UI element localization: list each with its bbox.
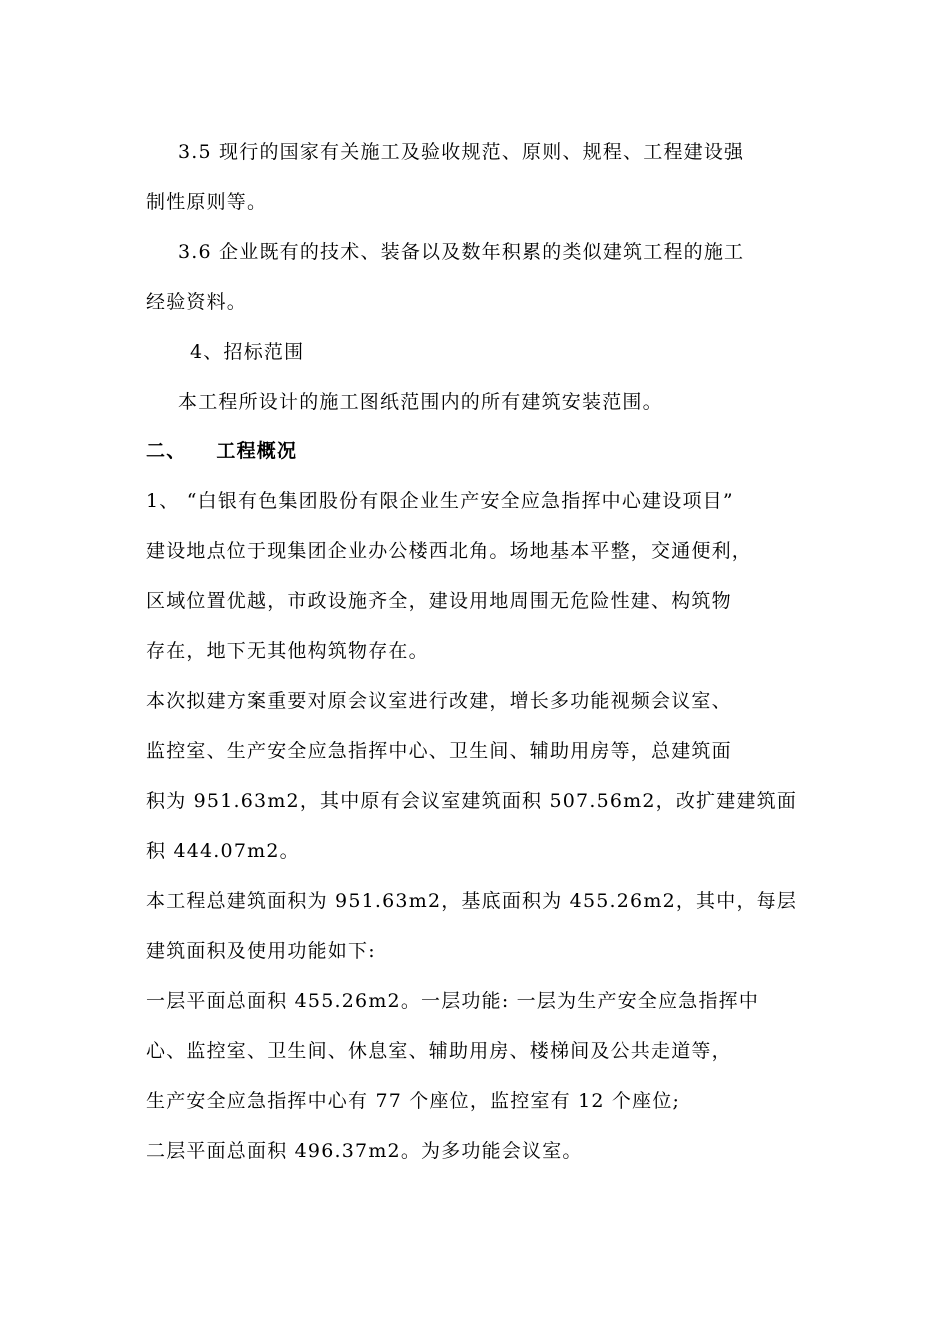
subheading-bid-scope: 4、招标范围 <box>190 341 305 363</box>
paragraph-3-6-line-1: 3.6 企业既有的技术、装备以及数年积累的类似建筑工程的施工 <box>178 241 745 263</box>
paragraph-3-6-line-2: 经验资料。 <box>146 291 248 313</box>
paragraph-floor1-line-1: 一层平面总面积 455.26m2。一层功能: 一层为生产安全应急指挥中 <box>146 990 760 1012</box>
paragraph-floor2: 二层平面总面积 496.37m2。为多功能会议室。 <box>146 1140 583 1162</box>
paragraph-3-5-line-1: 3.5 现行的国家有关施工及验收规范、原则、规程、工程建设强 <box>178 141 745 163</box>
paragraph-1-line-2: 建设地点位于现集团企业办公楼西北角。场地基本平整，交通便利， <box>146 540 753 562</box>
paragraph-floor1-line-3: 生产安全应急指挥中心有 77 个座位，监控室有 12 个座位; <box>146 1090 681 1112</box>
paragraph-1-line-4: 存在，地下无其他构筑物存在。 <box>146 640 429 662</box>
paragraph-bid-scope: 本工程所设计的施工图纸范围内的所有建筑安装范围。 <box>178 391 663 413</box>
paragraph-area-line-1: 本工程总建筑面积为 951.63m2，基底面积为 455.26m2，其中，每层 <box>146 890 798 912</box>
section-heading <box>146 438 816 464</box>
paragraph-area-line-2: 建筑面积及使用功能如下: <box>146 940 376 962</box>
paragraph-plan-line-1: 本次拟建方案重要对原会议室进行改建，增长多功能视频会议室、 <box>146 690 732 712</box>
section-heading-title: 工程概况 <box>216 440 298 462</box>
paragraph-1-line-3: 区域位置优越，市政设施齐全，建设用地周围无危险性建、构筑物 <box>146 590 732 612</box>
paragraph-1-line-1: 1、 “白银有色集团股份有限企业生产安全应急指挥中心建设项目” <box>146 490 734 512</box>
paragraph-plan-line-3: 积为 951.63m2，其中原有会议室建筑面积 507.56m2，改扩建建筑面 <box>146 790 798 812</box>
section-heading-number: 二、 <box>146 440 187 462</box>
paragraph-3-5-line-2: 制性原则等。 <box>146 191 268 213</box>
paragraph-floor1-line-2: 心、监控室、卫生间、休息室、辅助用房、楼梯间及公共走道等， <box>146 1040 732 1062</box>
paragraph-plan-line-2: 监控室、生产安全应急指挥中心、卫生间、辅助用房等，总建筑面 <box>146 740 732 762</box>
paragraph-plan-line-4: 积 444.07m2。 <box>146 840 300 862</box>
